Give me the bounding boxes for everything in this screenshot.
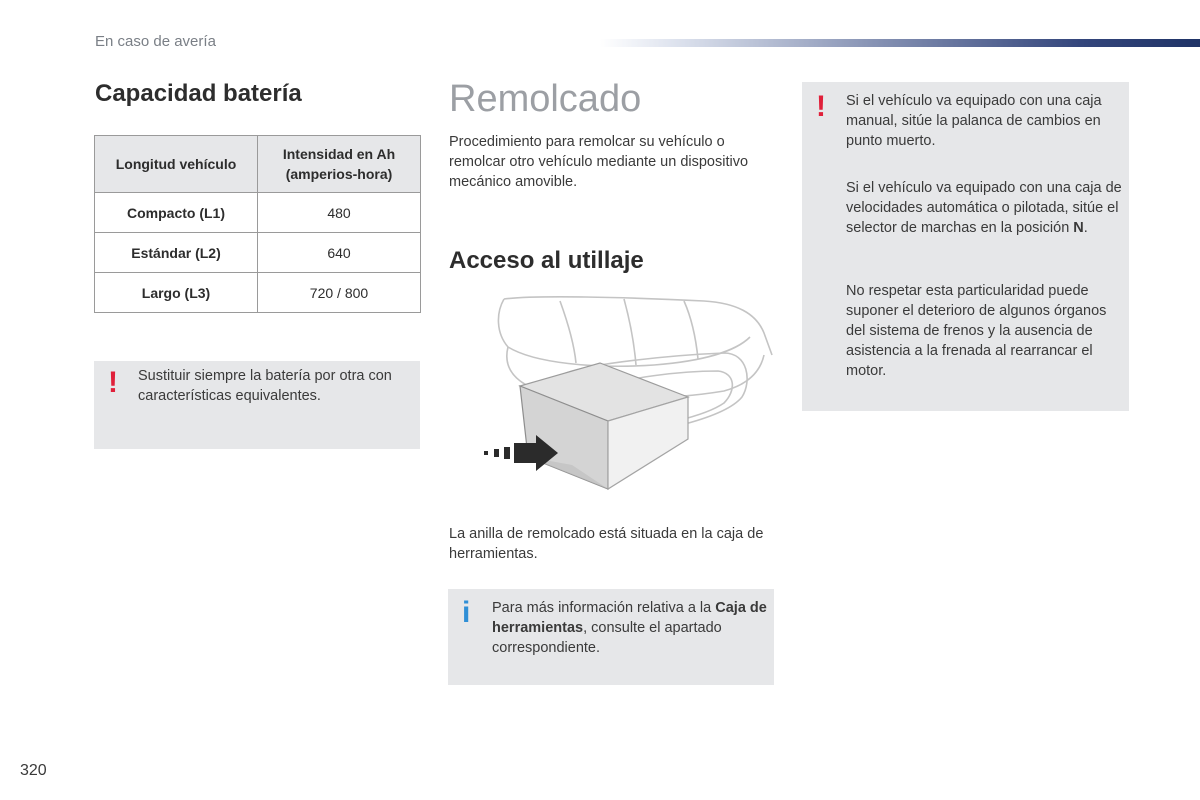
warning-text-part: . <box>1083 220 1088 236</box>
towing-ring-text: La anilla de remolcado está situada en la caja de herramientas. <box>449 526 764 562</box>
table-header-cell <box>258 136 421 193</box>
header-bar <box>600 39 1200 47</box>
info-icon: i <box>462 596 471 629</box>
toolbox-reference: Caja de herramientas <box>492 600 767 636</box>
info-text <box>492 598 768 658</box>
gear-position-n: N <box>1073 220 1084 236</box>
gearbox-warning-box <box>802 82 1129 411</box>
toolbox-under-seat-illustration <box>474 293 776 491</box>
warning-icon: ! <box>816 90 826 123</box>
battery-warning-text: Sustituir siempre la batería por otra con características equivalentes. <box>138 368 392 404</box>
towing-title: Remolcado <box>449 78 642 120</box>
warning-text-part: Si el vehículo va equipado con una caja de velocidades automática o pilotada, sitúe el selector de marchas en la posición <box>846 180 1122 236</box>
section-label: En caso de avería <box>95 33 216 50</box>
battery-warning-box <box>94 361 420 449</box>
gearbox-warning-p3: No respetar esta particularidad puede suponer el deterioro de algunos órganos del sistema de frenos y la ausencia de asistencia a la frenada al rearrancar el motor. <box>846 283 1107 379</box>
info-text-part: , consulte el apartado correspondiente. <box>492 620 722 656</box>
table-cell: Estándar (L2) <box>95 233 258 273</box>
tool-access-title: Acceso al utillaje <box>449 247 644 274</box>
page-number: 320 <box>20 762 47 779</box>
table-header-row <box>95 136 421 193</box>
gearbox-warning-p2 <box>846 178 1124 238</box>
warning-icon: ! <box>108 366 118 399</box>
table-header-text: Intensidad en Ah (amperios-hora) <box>282 146 396 182</box>
table-cell: Compacto (L1) <box>95 193 258 233</box>
gearbox-warning-p1: Si el vehículo va equipado con una caja manual, sitúe la palanca de cambios en punto muerto. <box>846 93 1102 149</box>
battery-title: Capacidad batería <box>95 80 302 107</box>
table-cell: 480 <box>258 193 421 233</box>
info-text-part: Para más información relativa a la <box>492 600 716 616</box>
battery-capacity-table <box>94 135 421 313</box>
table-cell: 640 <box>258 233 421 273</box>
table-header-cell: Longitud vehículo <box>95 136 258 193</box>
table-cell: Largo (L3) <box>95 273 258 313</box>
table-cell: 720 / 800 <box>258 273 421 313</box>
table-row <box>95 193 421 233</box>
table-row <box>95 273 421 313</box>
info-box <box>448 589 774 685</box>
table-row <box>95 233 421 273</box>
towing-intro: Procedimiento para remolcar su vehículo o remolcar otro vehículo mediante un dispositivo mecánico amovible. <box>449 134 749 190</box>
